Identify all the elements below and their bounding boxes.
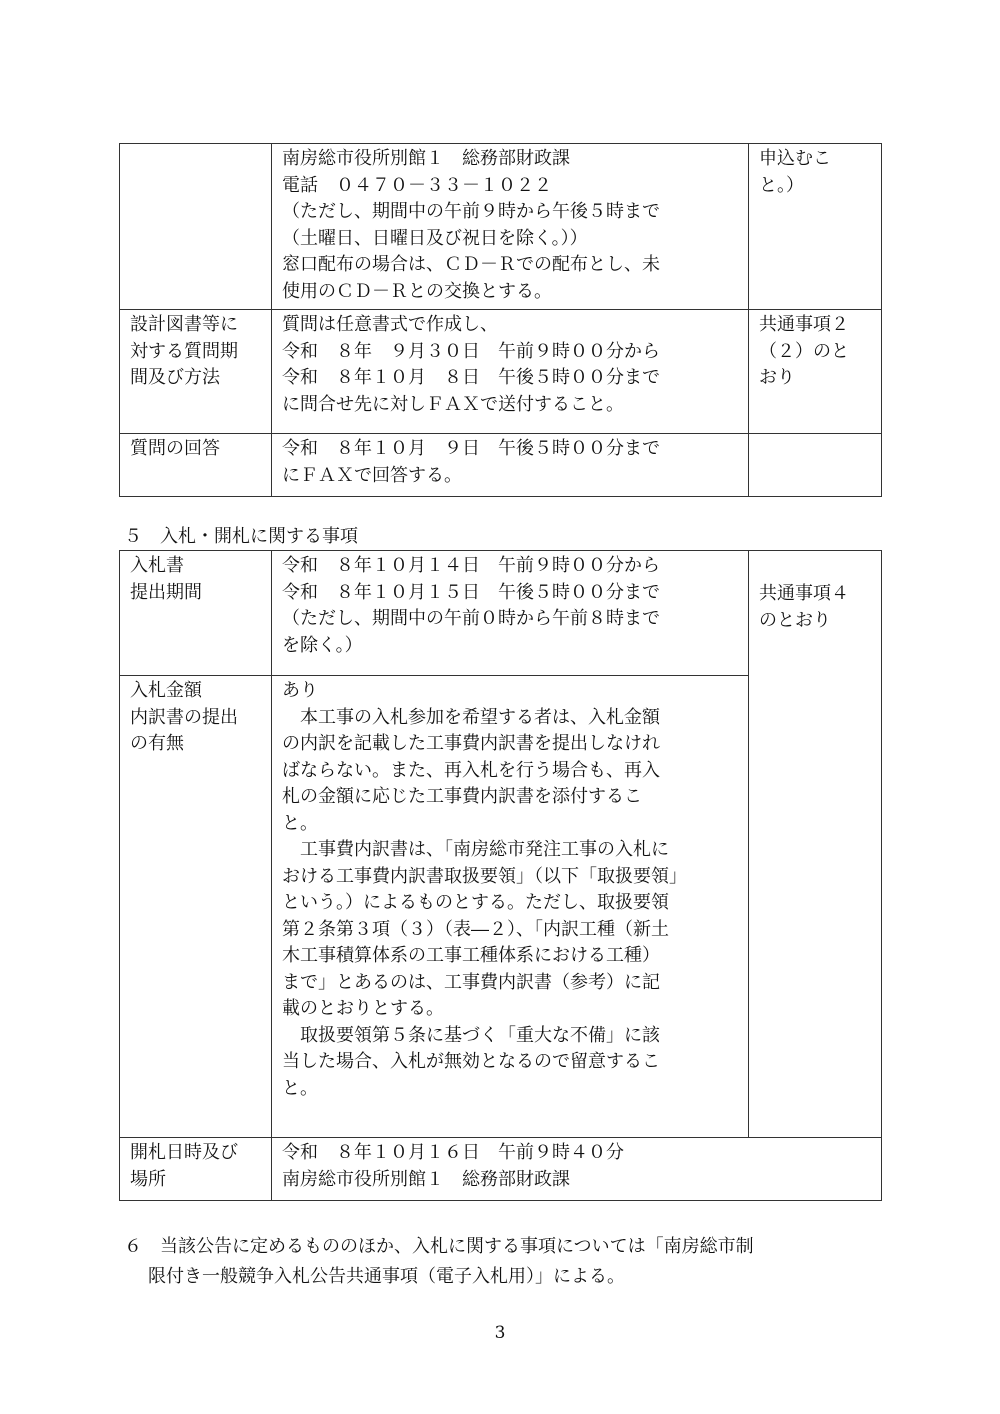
note-line: 共通事項２ (759, 314, 849, 335)
content-line: にＦＡＸで回答する。 (282, 464, 462, 486)
content-line: 使用のＣＤ－Ｒとの交換とする。 (282, 280, 552, 302)
content-line: 令和 ８年１０月１５日 午後５時００分まで (282, 581, 660, 603)
content-line: 電話 ０４７０－３３－１０２２ (282, 174, 552, 196)
row-note (749, 434, 882, 497)
row-content (272, 676, 749, 1138)
section-5-heading: ５ 入札・開札に関する事項 (124, 526, 358, 547)
section-6-paragraph (124, 1232, 894, 1292)
row-content (272, 1138, 882, 1201)
label-line: 場所 (130, 1168, 166, 1190)
content-line: に問合せ先に対しＦＡＸで送付すること。 (282, 393, 624, 415)
content-line: （土曜日、日曜日及び祝日を除く。）） (282, 227, 588, 249)
content-line: （ただし、期間中の午前９時から午後５時まで (282, 201, 660, 222)
content-line: 本工事の入札参加を希望する者は、入札金額 (282, 706, 660, 728)
row-note (749, 551, 882, 1138)
label-line: 入札書 (130, 555, 184, 576)
note-line: 共通事項４ (759, 583, 849, 604)
note-line: おり (759, 367, 795, 388)
content-line: 工事費内訳書は、「南房総市発注工事の入札に (282, 839, 669, 860)
content-line: 窓口配布の場合は、ＣＤ－Ｒでの配布とし、未 (282, 254, 660, 275)
content-line: おける工事費内訳書取扱要領」（以下「取扱要領」 (282, 865, 687, 887)
content-line: 載のとおりとする。 (282, 998, 444, 1019)
content-line: と。 (282, 812, 318, 834)
content-line: あり (282, 680, 318, 701)
row-label (120, 551, 272, 676)
label-line: 提出期間 (130, 581, 202, 603)
table-row (120, 551, 882, 676)
content-line: 南房総市役所別館１ 総務部財政課 (282, 148, 570, 169)
content-line: ばならない。また、再入札を行う場合も、再入 (282, 759, 660, 781)
content-line: 令和 ８年 ９月３０日 午前９時００分から (282, 340, 660, 362)
row-content (272, 434, 749, 497)
bidding-table (119, 550, 882, 1201)
row-note (749, 144, 882, 310)
content-line: を除く。） (282, 634, 363, 656)
label-line: 間及び方法 (130, 367, 220, 388)
label-line: 入札金額 (130, 680, 202, 701)
note-line: と。） (759, 174, 804, 196)
row-label (120, 1138, 272, 1201)
table-row (120, 144, 882, 310)
note-line: のとおり (759, 609, 831, 631)
content-line: 第２条第３項（３）（表―２）、「内訳工種（新土 (282, 918, 669, 940)
table-row (120, 434, 882, 497)
row-label: 質問の回答 (120, 434, 272, 497)
row-label (120, 144, 272, 310)
row-note (749, 310, 882, 434)
page-number: 3 (494, 1323, 506, 1343)
content-line: 質問は任意書式で作成し、 (282, 314, 498, 335)
table-row (120, 310, 882, 434)
label-line: 開札日時及び (130, 1142, 238, 1163)
label-line: 内訳書の提出 (130, 706, 238, 728)
label-line: 設計図書等に (130, 314, 238, 335)
table-row (120, 1138, 882, 1201)
row-content (272, 144, 749, 310)
content-line: まで」とあるのは、工事費内訳書（参考）に記 (282, 971, 660, 993)
content-line: 当した場合、入札が無効となるので留意するこ (282, 1051, 660, 1072)
content-line: の内訳を記載した工事費内訳書を提出しなけれ (282, 733, 660, 754)
content-line: という。）によるものとする。ただし、取扱要領 (282, 892, 669, 913)
label-line: 対する質問期 (130, 340, 238, 362)
note-line: 申込むこ (759, 148, 831, 169)
paragraph-line: ６ 当該公告に定めるもののほか、入札に関する事項については「南房総市制 (124, 1236, 754, 1257)
note-line: （２）のと (759, 340, 849, 362)
content-line: （ただし、期間中の午前０時から午前８時まで (282, 608, 660, 629)
contract-info-table (119, 143, 882, 497)
row-content (272, 310, 749, 434)
content-line: 令和 ８年１０月１６日 午前９時４０分 (282, 1142, 624, 1163)
row-label (120, 676, 272, 1138)
row-content (272, 551, 749, 676)
content-line: 令和 ８年１０月 ９日 午後５時００分まで (282, 438, 660, 459)
content-line: 木工事積算体系の工事工種体系における工種） (282, 945, 660, 966)
paragraph-line: 限付き一般競争入札公告共通事項（電子入札用）」による。 (148, 1266, 625, 1287)
content-line: 札の金額に応じた工事費内訳書を添付するこ (282, 786, 642, 807)
content-line: 令和 ８年１０月 ８日 午後５時００分まで (282, 367, 660, 388)
content-line: 取扱要領第５条に基づく「重大な不備」に該 (282, 1024, 660, 1046)
content-line: と。 (282, 1077, 318, 1099)
label-line: の有無 (130, 733, 184, 754)
content-line: 南房総市役所別館１ 総務部財政課 (282, 1168, 570, 1190)
row-label (120, 310, 272, 434)
content-line: 令和 ８年１０月１４日 午前９時００分から (282, 555, 660, 576)
